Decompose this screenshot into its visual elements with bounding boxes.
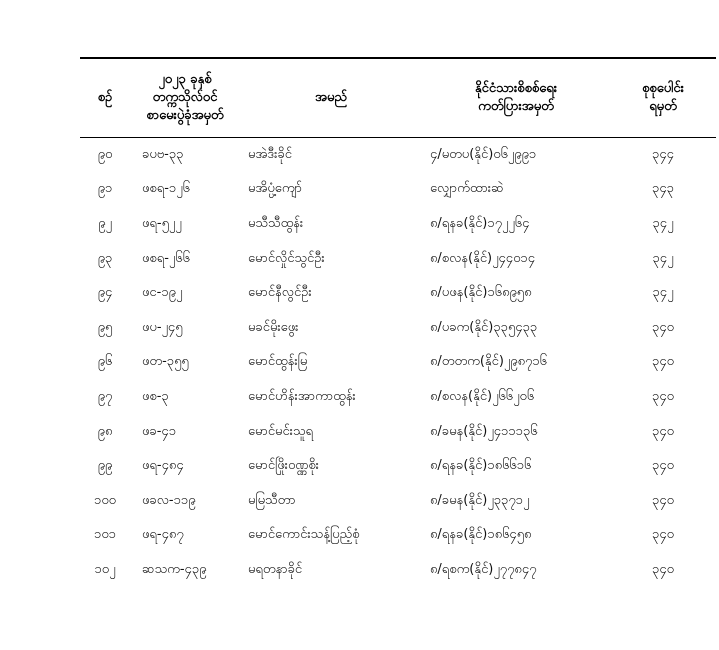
table-row [80, 207, 716, 242]
cell-name: မောင်လှိုင်သွင်ဦး [248, 250, 325, 266]
table-row [80, 415, 716, 450]
cell-total-score: ၃၄၂ [652, 215, 674, 231]
cell-nrc: ၈/ရစက(နိုင်)၂၇၇၈၄၇ [430, 561, 537, 577]
header-nrc [422, 58, 610, 138]
cell-nrc: ၈/ခမန(နိုင်)၂၄၁၁၁၃၆ [430, 423, 538, 439]
cell-roll-number: ဖပ-၂၄၅ [142, 319, 183, 335]
cell-name: မအဲဒီးခိုင် [248, 146, 292, 162]
header-name: အမည် [315, 90, 347, 105]
header-nrc-line-1: နိုင်ငံသားစိစစ်ရေး [474, 81, 558, 96]
cell-total-score: ၃၄၄ [652, 146, 674, 162]
cell-name: မောင်ဟိန်းအာကာထွန်း [248, 388, 356, 404]
cell-roll-number: ဖစရ-၂၆၆ [142, 250, 190, 266]
cell-serial-no: ၉၀ [97, 146, 113, 162]
table-row [80, 138, 716, 173]
cell-name: မရတနာခိုင် [248, 561, 303, 577]
cell-name: မမြသီတာ [248, 492, 296, 508]
table-row [80, 173, 716, 208]
header-serial-no: စဉ် [97, 90, 113, 105]
cell-serial-no: ၁၀၁ [94, 527, 116, 543]
table-body [80, 138, 716, 588]
cell-serial-no: ၉၇ [97, 388, 113, 404]
header-roll-line-1: ၂၀၂၃ ခုနှစ် [158, 72, 212, 87]
cell-name: မောင်မင်းသူရ [248, 423, 314, 439]
cell-serial-no: ၉၉ [97, 458, 113, 474]
cell-total-score: ၃၄၀ [652, 423, 674, 439]
cell-roll-number: ဖရ-၄၈၄ [142, 458, 184, 474]
cell-name: မောင်ထွန်းမြ [248, 354, 308, 370]
cell-serial-no: ၁၀၀ [94, 492, 116, 508]
cell-serial-no: ၉၈ [97, 423, 113, 439]
cell-serial-no: ၉၁ [97, 181, 113, 197]
header-row [80, 58, 716, 138]
cell-nrc: ၈/စလန(နိုင်)၂၆၆၂၀၆ [430, 388, 535, 404]
cell-total-score: ၃၄၀ [652, 354, 674, 370]
cell-roll-number: ဖစရ-၁၂၆ [142, 181, 190, 197]
cell-nrc: ၄/မတပ(နိုင်)၀၆၂၉၉၁ [430, 146, 537, 162]
cell-total-score: ၃၄၂ [652, 250, 674, 266]
cell-roll-number: ဖခ-၄၁ [142, 423, 177, 439]
cell-name: မသီသီထွန်း [248, 215, 304, 231]
cell-name: မခင်မိုးဖွေး [248, 319, 299, 335]
cell-nrc: ၈/တတက(နိုင်)၂၉၈၇၁၆ [430, 354, 547, 370]
header-total-line-2: ရမှတ် [649, 99, 677, 114]
cell-serial-no: ၉၃ [97, 250, 113, 266]
header-roll-line-2: တက္ကသိုလ်ဝင် [152, 90, 218, 105]
cell-name: မောင်ကောင်းသန့်ပြည့်စုံ [248, 527, 360, 543]
cell-roll-number: ဖတ-၃၅၅ [142, 354, 189, 370]
cell-total-score: ၃၄၂ [652, 285, 674, 301]
cell-serial-no: ၁၀၂ [94, 561, 116, 577]
cell-name: မောင်ဖြိုးဝဏ္ဏစိုး [248, 458, 319, 474]
cell-serial-no: ၉၄ [97, 285, 113, 301]
cell-nrc: ၈/ရနခ(နိုင်)၁၈၆၆၁၆ [430, 458, 532, 474]
cell-nrc: ၈/ရနခ(နိုင်)၁၇၂၂၆၄ [430, 215, 530, 231]
table-row [80, 553, 716, 588]
cell-total-score: ၃၄၀ [652, 458, 674, 474]
cell-serial-no: ၉၂ [98, 215, 112, 231]
table-row [80, 484, 716, 519]
header-roll-number [130, 58, 240, 138]
cell-nrc: လျှောက်ထားဆဲ [430, 181, 504, 197]
cell-roll-number: ဖင-၁၉၂ [142, 285, 183, 301]
table-row [80, 449, 716, 484]
header-total-score [610, 58, 716, 138]
table-row [80, 380, 716, 415]
cell-serial-no: ၉၅ [97, 319, 113, 335]
cell-total-score: ၃၄၀ [652, 527, 674, 543]
table-row [80, 276, 716, 311]
cell-nrc: ၈/စလန(နိုင်)၂၄၄၀၁၄ [430, 250, 536, 266]
results-table [80, 57, 716, 588]
table-row [80, 346, 716, 381]
cell-roll-number: ဆသက-၄၃၉ [142, 561, 207, 577]
cell-roll-number: ဖခလ-၁၁၉ [142, 492, 196, 508]
cell-roll-number: ဖရ-၄၈၇ [142, 527, 184, 543]
cell-nrc: ၈/ခမန(နိုင်)၂၃၃၇၁၂ [430, 492, 530, 508]
cell-name: မအိပ္ပံ့ကျော် [248, 181, 302, 197]
cell-roll-number: ဖစ-၃ [142, 388, 169, 404]
cell-roll-number: ဖရ-၅၂၂ [142, 215, 182, 231]
table-row [80, 519, 716, 554]
header-total-line-1: စုစုပေါင်း [642, 81, 684, 96]
cell-total-score: ၃၄၃ [652, 181, 674, 197]
table-header [80, 58, 716, 138]
cell-total-score: ၃၄၀ [652, 319, 674, 335]
cell-nrc: ၈/ရနခ(နိုင်)၁၈၆၄၅၈ [430, 527, 532, 543]
cell-nrc: ၈/ပဖန(နိုင်)၁၆၈၉၅၈ [430, 285, 532, 301]
cell-name: မောင်နီလွင်ဦး [248, 285, 312, 301]
table-row [80, 311, 716, 346]
table-row [80, 242, 716, 277]
cell-total-score: ၃၄၀ [652, 492, 674, 508]
cell-roll-number: ခပဗ-၃၃ [142, 146, 184, 162]
cell-total-score: ၃၄၀ [652, 388, 674, 404]
cell-total-score: ၃၄၀ [652, 561, 674, 577]
cell-serial-no: ၉၆ [97, 354, 113, 370]
header-nrc-line-2: ကတ်ပြားအမှတ် [478, 99, 554, 114]
header-roll-line-3: စာမေးပွဲခုံအမှတ် [146, 108, 224, 123]
cell-nrc: ၈/ပခက(နိုင်)၃၃၅၄၃၃ [430, 319, 538, 335]
